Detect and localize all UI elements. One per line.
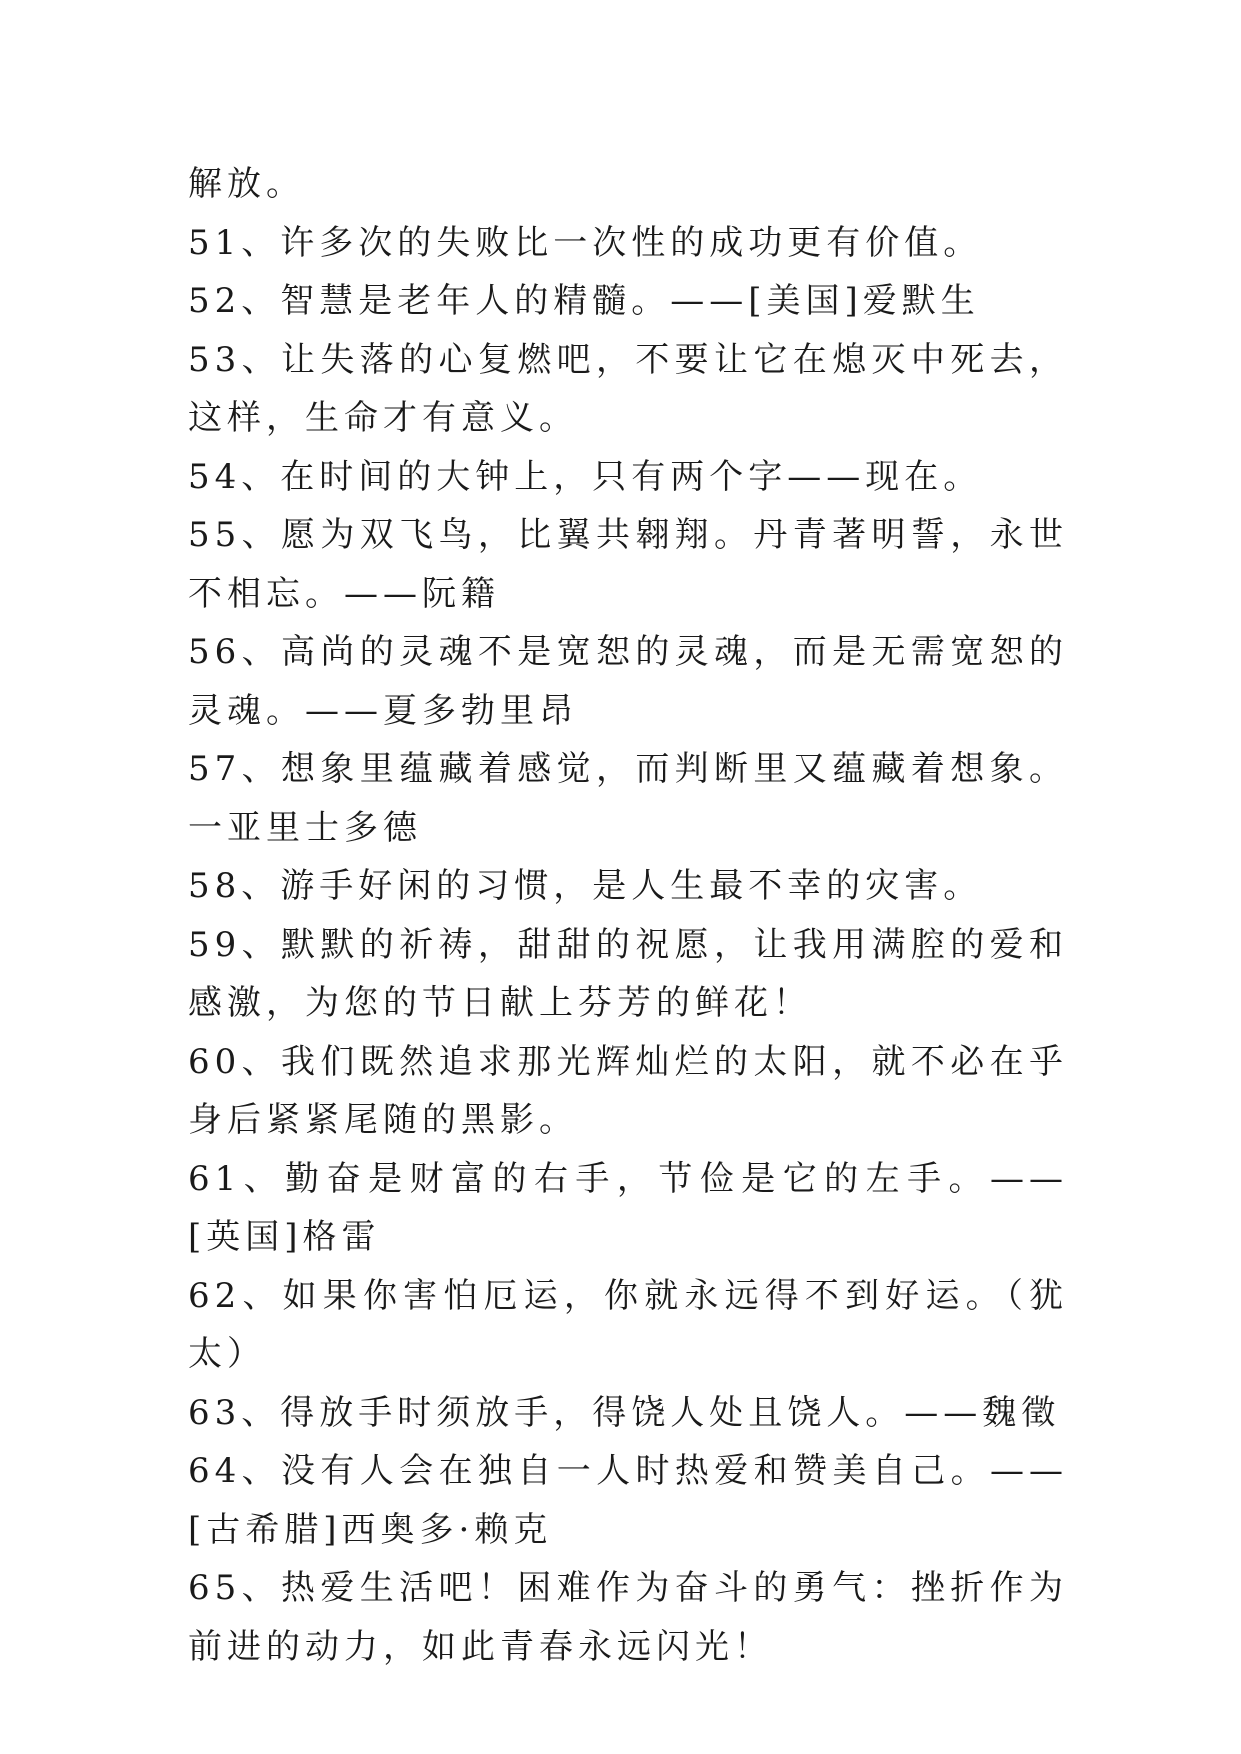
quote-54: 54、在时间的大钟上，只有两个字——现在。 — [188, 456, 983, 497]
paragraph-continuation: 解放。 — [188, 164, 305, 204]
quote-57: 57、想象里蕴藏着感觉，而判断里又蕴藏着想象。一亚里士多德 — [188, 749, 1068, 848]
quote-61: 61、勤奋是财富的右手，节俭是它的左手。——[英国]格雷 — [188, 1158, 1068, 1257]
quote-65: 65、热爱生活吧！困难作为奋斗的勇气：挫折作为前进的动力，如此青春永远闪光！ — [188, 1568, 1068, 1667]
quote-62: 62、如果你害怕厄运，你就永远得不到好运。（犹太） — [188, 1275, 1068, 1374]
quote-64: 64、没有人会在独自一人时热爱和赞美自己。——[古希腊]西奥多·赖克 — [188, 1451, 1068, 1550]
document-body — [188, 155, 1068, 1676]
quote-52: 52、智慧是老年人的精髓。——[美国]爱默生 — [188, 281, 980, 321]
quote-51: 51、许多次的失败比一次性的成功更有价值。 — [188, 222, 983, 263]
quote-60: 60、我们既然追求那光辉灿烂的太阳，就不必在乎身后紧紧尾随的黑影。 — [188, 1041, 1068, 1140]
quote-58: 58、游手好闲的习惯，是人生最不幸的灾害。 — [188, 866, 983, 906]
quote-63: 63、得放手时须放手，得饶人处且饶人。——魏徵 — [188, 1392, 1061, 1433]
quote-56: 56、高尚的灵魂不是宽恕的灵魂，而是无需宽恕的灵魂。——夏多勃里昂 — [188, 632, 1068, 731]
quote-55: 55、愿为双飞鸟，比翼共翱翔。丹青著明誓，永世不相忘。——阮籍 — [188, 515, 1068, 614]
quote-53: 53、让失落的心复燃吧，不要让它在熄灭中死去，这样，生命才有意义。 — [188, 339, 1068, 438]
quote-59: 59、默默的祈祷，甜甜的祝愿，让我用满腔的爱和感激，为您的节日献上芬芳的鲜花！ — [188, 924, 1068, 1023]
